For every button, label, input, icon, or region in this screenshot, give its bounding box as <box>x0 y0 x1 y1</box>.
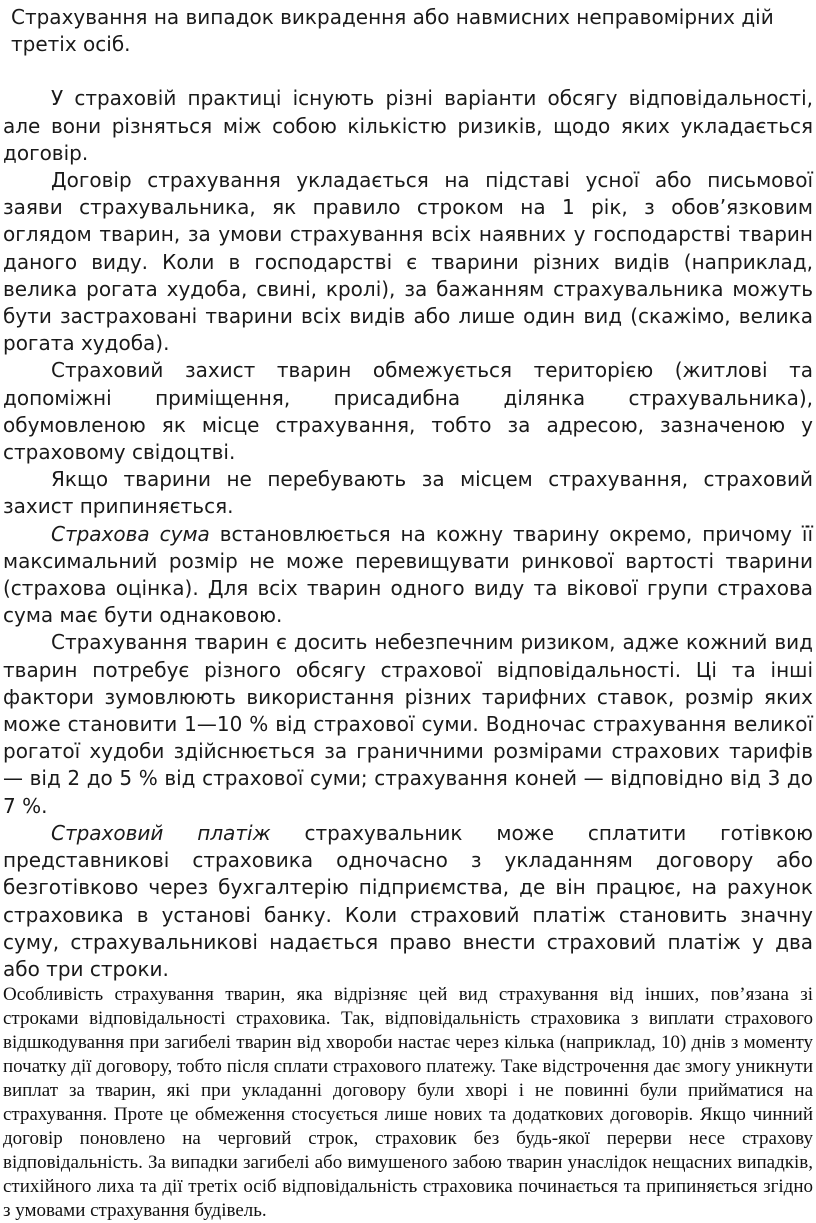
paragraph-territory: Страховий захист тварин обмежується територією (житлові та допоміжні приміщення, присадибна ділянка страхувальника), обумовленою як місце страхування, тобто за адресою, зазначеною у страховому свідоцтві. <box>3 358 813 465</box>
paragraph-insurance-payment <box>3 820 813 983</box>
term-insurance-payment: Страховий платіж <box>51 820 271 845</box>
paragraph-liability-scope: У страховій практиці існують різні варіанти обсягу відповідальності, але вони різняться між собою кількістю ризиків, щодо яких укладається договір. <box>3 86 813 165</box>
insured-sum-text: встановлюється на кожну тварину окремо, причому її максимальний розмір не може перевищувати ринкової вартості тварини (страхова оцінка). Для всіх тварин одного виду та вікової групи страхова сума має бути однаковою. <box>3 521 813 628</box>
paragraph-coverage-termination: Якщо тварини не перебувають за місцем страхування, страховий захист припиняється. <box>3 467 813 519</box>
section-heading: Страхування на випадок викрадення або навмисних неправомірних дій третіх осіб. <box>11 5 774 57</box>
paragraph-tariff-rates: Страхування тварин є досить небезпечним ризиком, адже кожний вид тварин потребує різного обсягу страхової відповідальності. Ці та інші фактори зумовлюють використання різних тарифних ставок, розмір яких може становити 1—10 % від страхової суми. Водночас страхування великої рогатої худоби здійснюється за граничними розмірами страхових тарифів — від 2 до 5 % від страхової суми; страхування коней — відповідно від 3 до 7 %. <box>3 630 813 818</box>
paragraph-contract-terms: Договір страхування укладається на підставі усної або письмової заяви страхувальника, як правило строком на 1 рік, з обов’язковим оглядом тварин, за умови страхування всіх наявних у господарстві тварин даного виду. Коли в господарстві є тварини різних видів (наприклад, велика рогата худоба, свині, кролі), за бажанням страхувальника можуть бути застраховані тварини всіх видів або лише один вид (скажімо, велика рогата худоба). <box>3 168 813 356</box>
paragraph-insured-sum <box>3 521 813 630</box>
paragraph-liability-period: Особливість страхування тварин, яка відрізняє цей вид страхування від інших, пов’язана зі строками відповідальності страховика. Так, відповідальність страховика з виплати страхового відшкодування при загибелі тварин від хвороби настає через кілька (наприклад, 10) днів з моменту початку дії договору, тобто після сплати страхового платежу. Таке відстрочення дає змогу уникнути виплат за тварин, які при укладанні договору були хворі і не повинні були прийматися на страхування. Проте це обмеження стосується лише нових та додаткових договорів. Якщо чинний договір поновлено на черговий строк, страховик без будь-якої перерви несе страхову відповідальність. За випадки загибелі або вимушеного забою тварин унаслідок нещасних випадків, стихійного лиха та дії третіх осіб відповідальність страховика починається та припиняється згідно з умовами страхування будівель. <box>3 984 813 1222</box>
insurance-payment-text: страхувальник може сплатити готівкою представникові страховика одночасно з укладанням договору або безготівково через бухгалтерію підприємства, де він працює, на рахунок страховика в установі банку. Коли страховий платіж становить значну суму, страхувальникові надається право внести страховий платіж у два або три строки. <box>3 820 813 981</box>
term-insured-sum: Страхова сума <box>51 521 210 546</box>
